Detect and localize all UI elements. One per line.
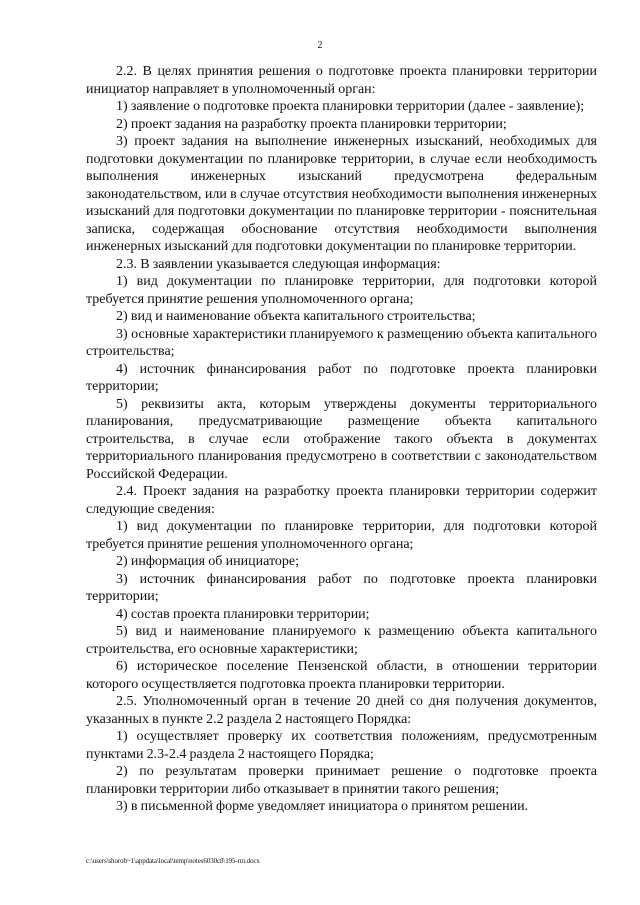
paragraph-2-3: 2.3. В заявлении указывается следующая информация: <box>116 256 441 272</box>
list-item: 5) реквизиты акта, которым утверждены документы территориального планирования, предусматривающие размещение объекта капитального строительства, в случае если отображение такого объекта в документах территориального планирования предусмотрено в соответствии с законодательством Российской Федерации. <box>86 396 597 482</box>
footer-file-path: c:\users\shorob~1\appdata\local\temp\notes6030c8\195-пп.docx <box>86 857 260 865</box>
list-item: 2) проект задания на разработку проекта планировки территории; <box>116 116 507 132</box>
list-item: 2) по результатам проверки принимает решение о подготовке проекта планировки территории либо отказывает в принятии такого решения; <box>86 764 597 797</box>
list-item: 2) информация об инициаторе; <box>116 554 299 569</box>
list-item: 1) вид документации по планировке территории, для подготовки которой требуется принятие решения уполномоченного органа; <box>86 519 597 552</box>
list-item: 1) заявление о подготовке проекта планировки территории (далее - заявление); <box>116 99 585 114</box>
document-body <box>86 63 597 816</box>
list-item: 3) источник финансирования работ по подготовке проекта планировки территории; <box>86 571 597 604</box>
list-item: 4) источник финансирования работ по подготовке проекта планировки территории; <box>86 361 597 394</box>
list-item: 2) вид и наименование объекта капитального строительства; <box>116 309 476 324</box>
paragraph-2-5: 2.5. Уполномоченный орган в течение 20 дней со дня получения документов, указанных в пункте 2.2 раздела 2 настоящего Порядка: <box>86 694 597 727</box>
paragraph-2-4: 2.4. Проект задания на разработку проекта планировки территории содержит следующие сведения: <box>86 484 597 517</box>
list-item: 3) в письменной форме уведомляет инициатора о принятом решении. <box>116 799 529 814</box>
paragraph-2-2: 2.2. В целях принятия решения о подготовке проекта планировки территории инициатор направляет в уполномоченный орган: <box>86 64 597 97</box>
page-number: 2 <box>317 40 323 51</box>
list-item: 3) проект задания на выполнение инженерных изысканий, необходимых для подготовки документации по планировке территории, в случае если необходимость выполнения инженерных изысканий предусмотрена федеральным законодательством, или в случае отсутствия необходимости выполнения инженерных изысканий для подготовки документации по планировке территории - пояснительная записка, содержащая обоснование отсутствия необходимости выполнения инженерных изысканий для подготовки документации по планировке территории. <box>86 134 597 254</box>
list-item: 3) основные характеристики планируемого к размещению объекта капитального строительства; <box>86 326 597 359</box>
list-item: 4) состав проекта планировки территории; <box>116 606 370 622</box>
list-item: 1) вид документации по планировке территории, для подготовки которой требуется принятие решения уполномоченного органа; <box>86 274 597 307</box>
list-item: 5) вид и наименование планируемого к размещению объекта капитального строительства, его основные характеристики; <box>86 624 597 657</box>
list-item: 6) историческое поселение Пензенской области, в отношении территории которого осуществляется подготовка проекта планировки территории. <box>86 659 597 692</box>
list-item: 1) осуществляет проверку их соответствия положениям, предусмотренным пунктами 2.3-2.4 раздела 2 настоящего Порядка; <box>86 729 597 762</box>
